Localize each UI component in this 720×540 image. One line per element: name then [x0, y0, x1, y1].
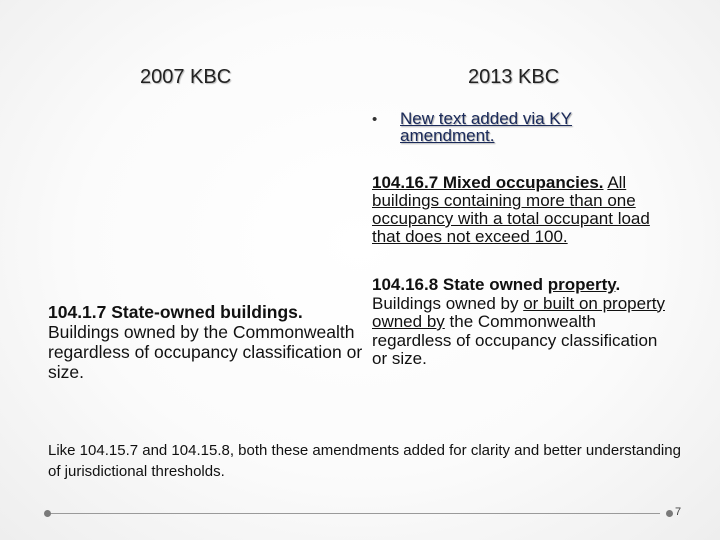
state-owned-property-body-end: the Commonwealth regardless of occupancy classification or size.	[372, 312, 658, 368]
footer-divider	[48, 513, 660, 514]
mixed-occupancies-title: 104.16.7 Mixed occupancies.	[372, 173, 604, 192]
state-owned-property-paragraph	[372, 276, 672, 369]
page-number: 7	[675, 506, 682, 518]
state-owned-buildings-body: Buildings owned by the Commonwealth regardless of occupancy classification or size.	[48, 322, 363, 382]
summary-text: Like 104.15.7 and 104.15.8, both these amendments added for clarity and better understanding of jurisdictional thresholds.	[48, 442, 681, 480]
state-owned-property-title: 104.16.8 State owned	[372, 275, 544, 294]
bullet-text: New text added via KY amendment.	[400, 109, 572, 145]
state-owned-property-title-end: .	[615, 275, 621, 294]
footer-dot-right	[666, 510, 673, 517]
footer-dot-left	[44, 510, 51, 517]
state-owned-property-title-underlined: property	[547, 275, 616, 294]
state-owned-buildings-paragraph	[48, 302, 368, 382]
state-owned-buildings-title: 104.1.7 State-owned buildings.	[48, 302, 303, 322]
mixed-occupancies-paragraph	[372, 174, 682, 246]
state-owned-property-body-start: Buildings owned by	[372, 293, 519, 313]
column-header-2007: 2007 KBC	[140, 66, 232, 88]
bullet-icon: •	[372, 111, 378, 128]
column-header-2013: 2013 KBC	[468, 66, 560, 88]
state-owned-property-body-underlined: or built on property owned by	[372, 293, 665, 331]
mixed-occupancies-body: All buildings containing more than one occupancy with a total occupant load that does not exceed 100.	[372, 173, 650, 246]
